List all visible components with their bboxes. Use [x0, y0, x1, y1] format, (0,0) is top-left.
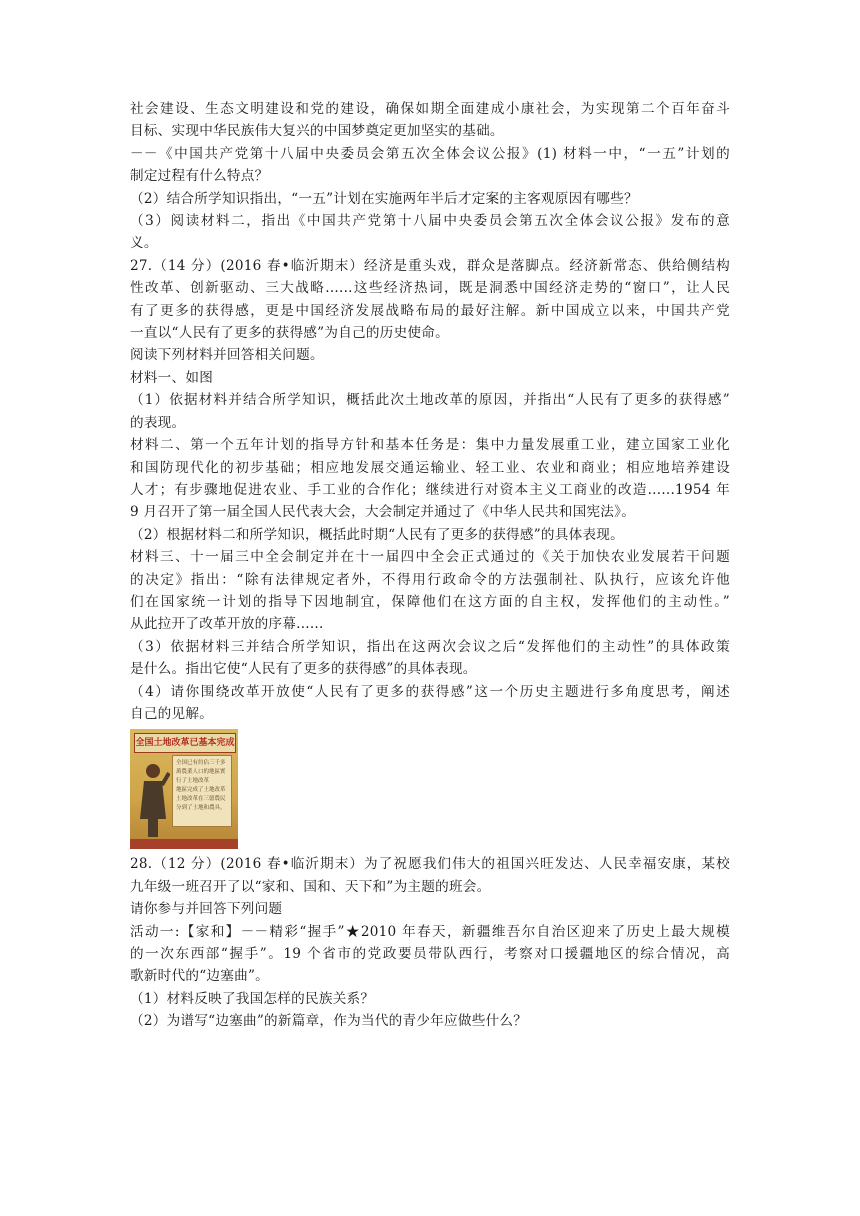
question-block-28	[130, 853, 730, 1032]
text-line: （4）请你围绕改革开放使“人民有了更多的获得感”这一个历史主题进行多角度思考，阐述	[130, 683, 730, 700]
text-line: 制定过程有什么特点？	[130, 168, 269, 185]
text-line: 27.（14 分）(2016 春•临沂期末）经济是重头戏，群众是落脚点。经济新常态、供给侧结构	[130, 257, 730, 274]
text-line: 九年级一班召开了以“家和、国和、天下和”为主题的班会。	[130, 878, 491, 895]
text-line: （2）结合所学知识指出，“一五”计划在实施两年半后才定案的主客观原因有哪些？	[130, 190, 638, 207]
text-line: 的一次东西部“握手”。19 个省市的党政要员带队西行，考察对口援疆地区的综合情况，高	[130, 946, 730, 962]
text-line: 们在国家统一计划的指导下因地制宜，保障他们在这方面的自主权，发挥他们的主动性。”	[130, 593, 730, 610]
text-line: 性改革、创新驱动、三大战略......这些经济热词，既是洞悉中国经济走势的“窗口”，让人民	[130, 280, 730, 297]
text-line: 义。	[130, 235, 158, 252]
text-line: 的表现。	[130, 414, 186, 431]
text-line: 阅读下列材料并回答相关问题。	[130, 347, 324, 364]
text-line: 歌新时代的“边塞曲”。	[130, 968, 269, 985]
text-line: 有了更多的获得感，更是中国经济发展战略布局的最好注解。新中国成立以来，中国共产党	[130, 302, 730, 319]
poster-line: 分到了土地和農具。	[176, 805, 226, 812]
text-line: 请你参与并回答下列问题	[130, 901, 283, 918]
text-line: 是什么。指出它使“人民有了更多的获得感”的具体表现。	[130, 661, 477, 678]
text-line: 活动一:【家和】－－精彩“握手”★2010 年春天，新疆维吾尔自治区迎来了历史上最大规模	[130, 923, 730, 940]
text-line: 和国防现代化的初步基础；相应地发展交通运输业、轻工业、农业和商业；相应地培养建设	[130, 459, 730, 476]
text-line: 28.（12 分）(2016 春•临沂期末）为了祝愿我们伟大的祖国兴旺发达、人民幸福安康，某校	[130, 856, 730, 873]
poster-line: 全国已有約佔三千多	[176, 760, 226, 767]
text-line: 人才；有步骤地促进农业、手工业的合作化；继续进行对资本主义工商业的改造......1954 年	[130, 481, 730, 498]
text-line: 一直以“人民有了更多的获得感”为自己的历史使命。	[130, 325, 449, 342]
speaker-figure-icon	[136, 759, 170, 839]
text-line: 材料二、第一个五年计划的指导方针和基本任务是：集中力量发展重工业，建立国家工业化	[130, 437, 730, 454]
text-line: 社会建设、生态文明建设和党的建设，确保如期全面建成小康社会，为实现第二个百年奋斗	[130, 101, 730, 117]
poster-line: 行了土地改革	[176, 778, 210, 785]
text-line: （3）依据材料三并结合所学知识，指出在这两次会议之后“发挥他们的主动性”的具体政策	[130, 638, 730, 655]
text-line: 从此拉开了改革开放的序幕......	[130, 616, 324, 633]
text-line: （3）阅读材料二，指出《中国共产党第十八届中央委员会第五次全体会议公报》发布的意	[130, 213, 730, 230]
text-line: 材料一、如图	[130, 369, 214, 386]
land-reform-poster-image	[130, 729, 238, 849]
poster-line: 地區完成了土地改革	[176, 787, 226, 794]
text-line: （2）为谱写“边塞曲”的新篇章，作为当代的青少年应做些什么？	[130, 1013, 528, 1030]
document-page	[130, 98, 730, 1033]
poster-line: 萬農業人口的地區實	[176, 769, 226, 776]
text-line: 目标、实现中华民族伟大复兴的中国梦奠定更加坚实的基础。	[130, 123, 504, 140]
text-line: －－《中国共产党第十八届中央委员会第五次全体会议公报》(1) 材料一中，“一五”计划的	[130, 145, 730, 162]
poster-line: 土地改革在三億農民	[176, 796, 226, 803]
poster-title: 全国土地改革已基本完成	[134, 733, 236, 753]
poster-footer-band	[130, 839, 238, 849]
text-line: （1）依据材料并结合所学知识，概括此次土地改革的原因，并指出“人民有了更多的获得感”	[130, 392, 730, 409]
question-block-26-27	[130, 98, 730, 725]
text-line: 自己的见解。	[130, 705, 214, 722]
text-line: 9 月召开了第一届全国人民代表大会，大会制定并通过了《中华人民共和国宪法》。	[130, 504, 636, 521]
text-line: （1）材料反映了我国怎样的民族关系？	[130, 990, 375, 1007]
text-line: 的决定》指出：“除有法律规定者外，不得用行政命令的方法强制社、队执行，应该允许他	[130, 571, 730, 588]
poster-text-panel	[172, 755, 232, 827]
text-line: 材料三、十一届三中全会制定并在十一届四中全会正式通过的《关于加快农业发展若干问题	[130, 549, 730, 566]
text-line: （2）根据材料二和所学知识，概括此时期“人民有了更多的获得感”的具体表现。	[130, 526, 624, 543]
